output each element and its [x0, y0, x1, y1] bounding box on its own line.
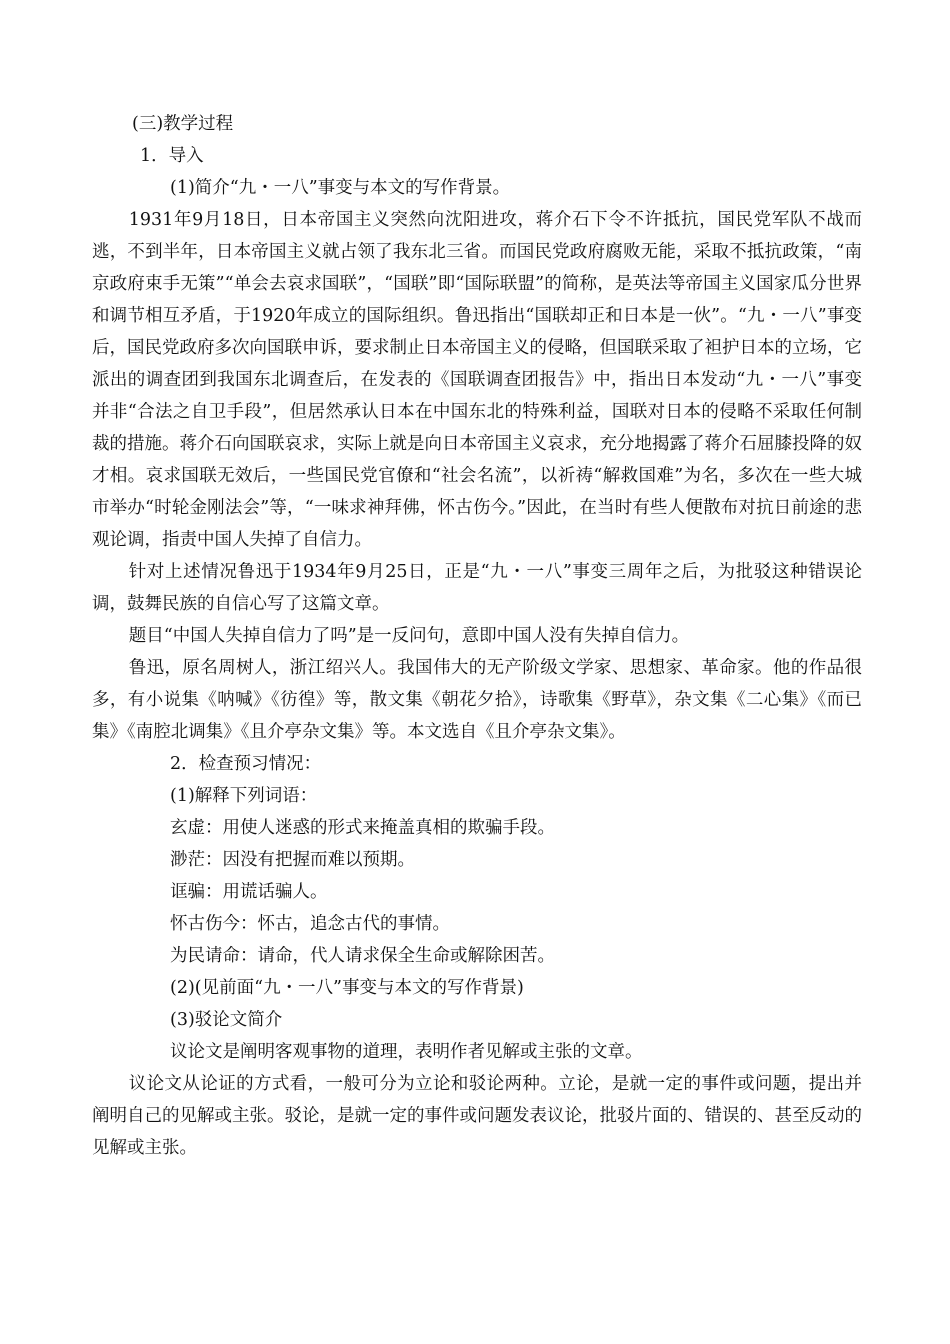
step2-sub-heading-1: (1)解释下列词语：: [170, 786, 318, 806]
step1-sub-heading: (1)简介“九・一八”事变与本文的写作背景。: [170, 178, 511, 198]
essay-definition: 议论文是阐明客观事物的道理，表明作者见解或主张的文章。: [170, 1042, 643, 1062]
writing-paragraph: 针对上述情况鲁迅于1934年9月25日，正是“九・一八”事变三周年之后，为批驳这种错误论调，鼓舞民族的自信心写了这篇文章。: [92, 562, 862, 614]
vocab-item: 怀古伤今：怀古，追念古代的事情。: [170, 914, 450, 934]
vocab-item: 为民请命：请命，代人请求保全生命或解除困苦。: [170, 946, 555, 966]
essay-types-paragraph: 议论文从论证的方式看，一般可分为立论和驳论两种。立论，是就一定的事件或问题，提出并阐明自己的见解或主张。驳论，是就一定的事件或问题发表议论，批驳片面的、错误的、甚至反动的见解或主张。: [92, 1074, 862, 1158]
step1-heading: 1．导入: [140, 146, 204, 166]
section-heading: (三)教学过程: [132, 114, 234, 134]
step2-sub-heading-2: (2)(见前面“九・一八”事变与本文的写作背景): [170, 978, 524, 998]
step2-sub-heading-3: (3)驳论文简介: [170, 1010, 283, 1030]
background-paragraph: 1931年9月18日，日本帝国主义突然向沈阳进攻，蒋介石下令不许抵抗，国民党军队不战而逃，不到半年，日本帝国主义就占领了我东北三省。而国民党政府腐败无能，采取不抵抗政策，“南京政府束手无策”“单会去哀求国联”，“国联”即“国际联盟”的简称，是英法等帝国主义国家瓜分世界和调节相互矛盾，于1920年成立的国际组织。鲁迅指出“国联却正和日本是一伙”。“九・一八”事变后，国民党政府多次向国联申诉，要求制止日本帝国主义的侵略，但国联采取了袒护日本的立场，它派出的调查团到我国东北调查后，在发表的《国联调查团报告》中，指出日本发动“九・一八”事变并非“合法之自卫手段”，但居然承认日本在中国东北的特殊利益，国联对日本的侵略不采取任何制裁的措施。蒋介石向国联哀求，实际上就是向日本帝国主义哀求，充分地揭露了蒋介石屈膝投降的奴才相。哀求国联无效后，一些国民党官僚和“社会名流”，以祈祷“解救国难”为名，多次在一些大城市举办“时轮金刚法会”等，“一味求神拜佛，怀古伤今。”因此，在当时有些人便散布对抗日前途的悲观论调，指责中国人失掉了自信力。: [92, 210, 862, 550]
title-paragraph: 题目“中国人失掉自信力了吗”是一反问句，意即中国人没有失掉自信力。: [128, 626, 690, 646]
step2-heading: 2．检查预习情况：: [170, 754, 322, 774]
vocab-item: 玄虚：用使人迷惑的形式来掩盖真相的欺骗手段。: [170, 818, 555, 838]
vocab-item: 渺茫：因没有把握而难以预期。: [170, 850, 415, 870]
vocab-item: 诓骗：用谎话骗人。: [170, 882, 328, 902]
author-paragraph: 鲁迅，原名周树人，浙江绍兴人。我国伟大的无产阶级文学家、思想家、革命家。他的作品很多，有小说集《呐喊》《彷徨》等，散文集《朝花夕拾》，诗歌集《野草》，杂文集《二心集》《而已集》《南腔北调集》《且介亭杂文集》等。本文选自《且介亭杂文集》。: [92, 658, 862, 742]
document-body: [92, 108, 862, 1164]
